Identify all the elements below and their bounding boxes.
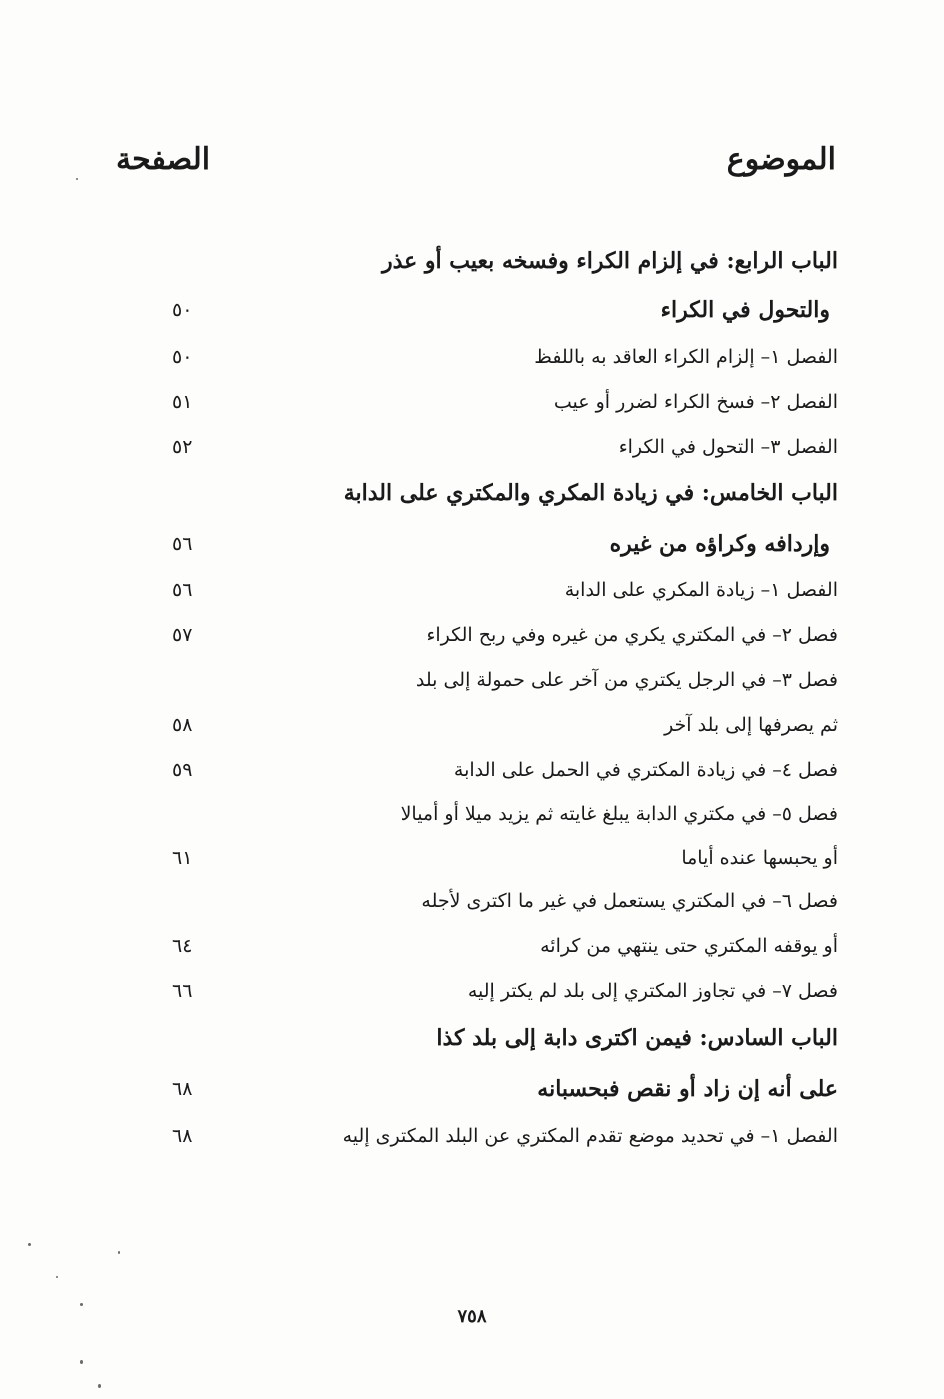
entry-title: فصل ٥– في مكتري الدابة يبلغ غايته ثم يزيد ميلا أو أميالا [400, 803, 838, 825]
entry-page: ٦١ [172, 847, 193, 869]
entry-title: الباب الخامس: في زيادة المكري والمكتري على الدابة [343, 480, 838, 506]
entry-title: الفصل ٣– التحول في الكراء [618, 436, 838, 458]
toc-entry [100, 1116, 838, 1156]
entry-title: الفصل ١– زيادة المكري على الدابة [564, 579, 838, 601]
toc-entry [100, 705, 838, 745]
entry-title: الفصل ١– في تحديد موضع تقدم المكتري عن البلد المكترى إليه [342, 1125, 838, 1147]
entry-page: ٥٧ [172, 624, 193, 646]
toc-entry [100, 660, 838, 700]
toc-entry [100, 427, 838, 467]
toc-entry [100, 750, 838, 790]
entry-title: ثم يصرفها إلى بلد آخر [664, 714, 838, 736]
entry-title: فصل ٣– في الرجل يكتري من آخر على حمولة إلى بلد [415, 669, 838, 691]
entry-title: فصل ٢– في المكتري يكري من غيره وفي ربح الكراء [426, 624, 838, 646]
entry-title: الفصل ٢– فسخ الكراء لضرر أو عيب [553, 391, 838, 413]
scan-speck [28, 1243, 31, 1246]
entry-page: ٥٦ [172, 579, 193, 601]
entry-title: فصل ٦– في المكتري يستعمل في غير ما اكترى لأجله [421, 890, 838, 912]
scan-speck [80, 1303, 83, 1306]
scan-speck [76, 178, 78, 180]
scan-speck [98, 1384, 101, 1388]
page-number: ٧٥٨ [457, 1306, 487, 1327]
toc-entry [100, 337, 838, 377]
entry-page: ٥٢ [172, 436, 193, 458]
entry-title: أو يوقفه المكتري حتى ينتهي من كرائه [540, 935, 838, 957]
toc-entry [100, 881, 838, 921]
entry-page: ٦٨ [172, 1125, 193, 1147]
entry-title: الباب الرابع: في إلزام الكراء وفسخه بعيب أو عذر [381, 248, 838, 274]
column-header-page: الصفحة [116, 142, 211, 177]
toc-entry [100, 1069, 838, 1109]
toc-entry [100, 1018, 838, 1058]
entry-page: ٦٤ [172, 935, 193, 957]
entry-page: ٥٠ [172, 299, 193, 321]
entry-title: الباب السادس: فيمن اكترى دابة إلى بلد كذا [436, 1025, 838, 1051]
toc-entry [100, 838, 838, 878]
toc-entry [100, 926, 838, 966]
entry-title: أو يحبسها عنده أياما [681, 847, 838, 869]
entry-title: فصل ٧– في تجاوز المكتري إلى بلد لم يكتر إليه [467, 980, 838, 1002]
scan-speck [80, 1360, 83, 1364]
toc-entry [100, 794, 838, 834]
entry-title: وإردافه وكراؤه من غيره [609, 531, 830, 557]
entry-title: والتحول في الكراء [660, 297, 830, 323]
entry-page: ٥١ [172, 391, 193, 413]
toc-entry [100, 524, 838, 564]
toc-entry [100, 473, 838, 513]
entry-page: ٥٨ [172, 714, 193, 736]
column-header-topic: الموضوع [726, 142, 836, 177]
entry-title: الفصل ١– إلزام الكراء العاقد به باللفظ [534, 346, 838, 368]
toc-entry [100, 382, 838, 422]
entry-page: ٥٩ [172, 759, 193, 781]
entry-page: ٦٦ [172, 980, 193, 1002]
scan-speck [118, 1251, 120, 1254]
toc-entry [100, 290, 838, 330]
entry-title: على أنه إن زاد أو نقص فبحسبانه [537, 1076, 838, 1102]
toc-entry [100, 570, 838, 610]
toc-entry [100, 971, 838, 1011]
entry-title: فصل ٤– في زيادة المكتري في الحمل على الدابة [453, 759, 838, 781]
scan-speck [56, 1276, 58, 1278]
entry-page: ٦٨ [172, 1078, 193, 1100]
entry-page: ٥٦ [172, 533, 193, 555]
toc-entry [100, 615, 838, 655]
toc-entry [100, 241, 838, 281]
entry-page: ٥٠ [172, 346, 193, 368]
